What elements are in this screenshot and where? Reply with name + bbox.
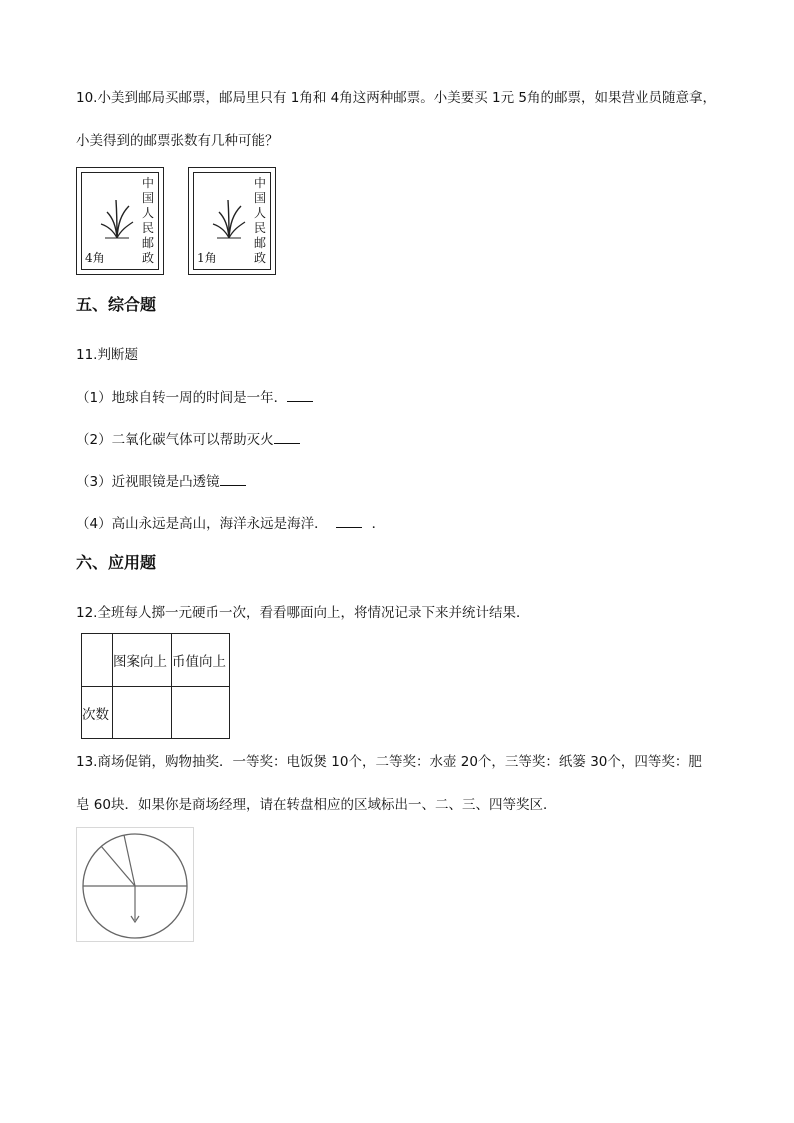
q10-text-line1: 10.小美到邮局买邮票，邮局里只有 1角和 4角这两种邮票。小美要买 1元 5角的邮票，如果营业员随意拿， <box>76 90 716 106</box>
table-header-cell: 图案向上 <box>113 634 172 687</box>
table-corner-cell <box>82 634 113 687</box>
coin-toss-table <box>81 633 230 739</box>
table-cell-pattern-count[interactable] <box>113 687 172 739</box>
table-row <box>82 687 230 739</box>
wheel-divider <box>124 835 135 886</box>
q11-title: 11.判断题 <box>76 347 138 363</box>
plant-icon <box>211 196 247 240</box>
answer-blank[interactable] <box>274 429 300 444</box>
section-heading-5: 五、综合题 <box>76 295 157 314</box>
q11-item-4: （4）高山永远是高山，海洋永远是海洋． ． <box>76 513 385 534</box>
section-heading-6: 六、应用题 <box>76 553 157 572</box>
answer-blank[interactable] <box>220 471 246 486</box>
table-header-cell: 币值向上 <box>172 634 230 687</box>
stamp-value: 1角 <box>197 251 217 265</box>
stamp-value: 4角 <box>85 251 105 265</box>
q12-text: 12.全班每人掷一元硬币一次，看看哪面向上，将情况记录下来并统计结果． <box>76 605 530 621</box>
q13-text-line1: 13.商场促销，购物抽奖．一等奖：电饭煲 10个，二等奖：水壶 20个，三等奖：纸篓 30个，四等奖：肥 <box>76 754 702 770</box>
table-row-label: 次数 <box>82 687 113 739</box>
table-header-row <box>82 634 230 687</box>
answer-blank[interactable] <box>336 513 362 528</box>
stamp-4-jiao <box>76 167 164 275</box>
stamp-issuer-text: 中 国 人 民 邮 政 <box>141 176 154 265</box>
q11-item-3: （3）近视眼镜是凸透镜 <box>76 471 246 492</box>
q11-item-1: （1）地球自转一周的时间是一年． <box>76 387 313 408</box>
q11-item-2: （2）二氧化碳气体可以帮助灭火 <box>76 429 300 450</box>
q13-text-line2: 皂 60块．如果你是商场经理，请在转盘相应的区域标出一、二、三、四等奖区． <box>76 797 557 813</box>
q10-text-line2: 小美得到的邮票张数有几种可能？ <box>76 133 279 149</box>
prize-wheel <box>77 828 193 941</box>
stamp-1-jiao <box>188 167 276 275</box>
plant-icon <box>99 196 135 240</box>
table-cell-value-count[interactable] <box>172 687 230 739</box>
prize-wheel-figure <box>76 827 194 942</box>
answer-blank[interactable] <box>287 387 313 402</box>
wheel-divider <box>101 846 135 886</box>
stamp-issuer-text: 中 国 人 民 邮 政 <box>253 176 266 265</box>
